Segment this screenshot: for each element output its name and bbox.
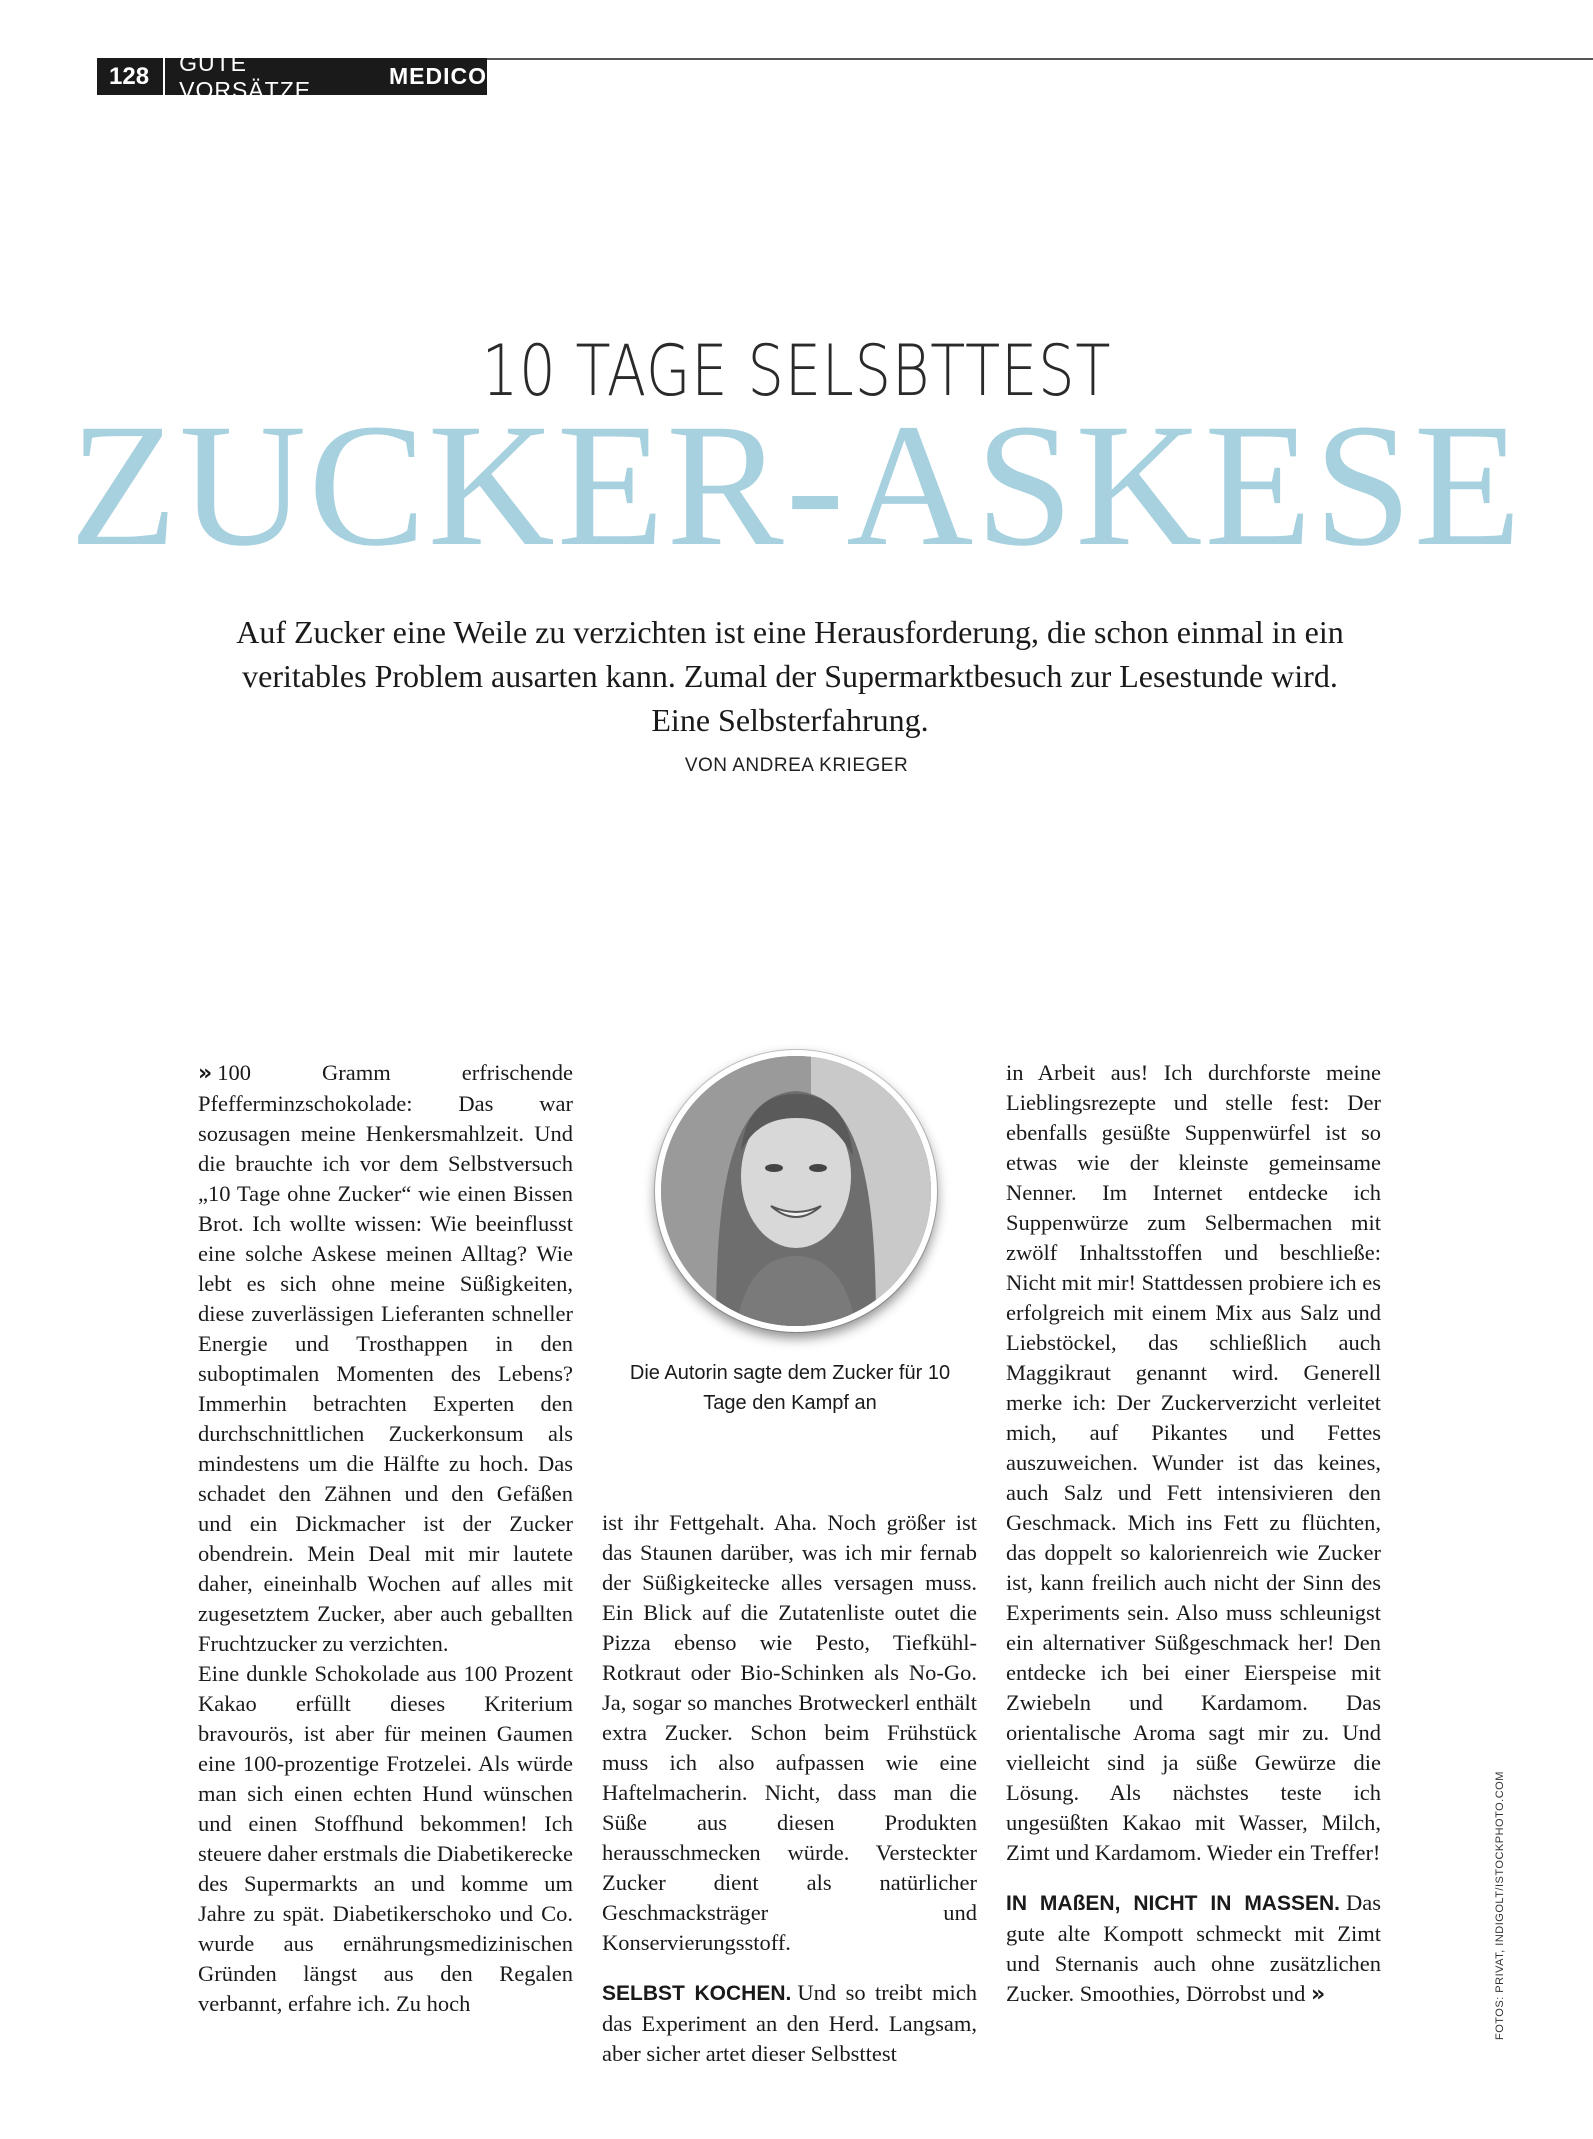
paragraph: in Arbeit aus! Ich durchforste meine Lieblingsrezepte und stelle fest: Der ebenfalls gesüßte Suppenwürfel ist so etwas wie der kleinste gemeinsame Nenner. Im Internet entdecke ich Suppenwürze zum Selbermachen mit zwölf Inhaltsstoffen und beschließe: Nicht mit mir! Stattdessen probiere ich es erfolgreich mit einem Mix aus Salz und Liebstöckel, das schließlich auch Maggikraut genannt wird. Generell merke ich: Der Zuckerverzicht verleitet mich, auf Pikantes und Fettes auszuweichen. Wunder ist das keines, auch Salz und Fett intensivieren den Geschmack. Mich ins Fett zu flüchten, das doppelt so kalorienreich wie Zucker ist, kann freilich auch nicht der Sinn des Experiments sein. Also muss schleunigst ein alternativer Süßgeschmack her! Den entdecke ich bei einer Eierspeise mit Zwiebeln und Kardamom. Das orientalische Aroma sagt mir zu. Und vielleicht sind ja süße Gewürze die Lösung. Als nächstes teste ich ungesüßten Kakao mit Wasser, Milch, Zimt und Kardamom. Wieder ein Treffer! — [1006, 1060, 1381, 1865]
author-photo-illustration — [661, 1056, 931, 1326]
section-tag — [97, 49, 487, 103]
article-lead: Auf Zucker eine Weile zu verzichten ist eine Herausforderung, die schon einmal in ein veritables Problem ausarten kann. Zumal der Supermarktbesuch zur Lesestunde wird. Eine Selbsterfahrung. — [236, 614, 1344, 738]
section-name: GUTE VORSÄTZE — [179, 49, 312, 103]
photo-credit: FOTOS: PRIVAT, INDIGOLT/ISTOCKPHOTO.COM — [1494, 1771, 1506, 2040]
paragraph — [198, 1058, 573, 1659]
paragraph — [602, 1978, 977, 2069]
continue-arrow-icon: » — [1310, 1982, 1323, 2007]
paragraph-text: Das gute alte Kompott schmeckt mit Zimt und Sternanis auch ohne zusätzlichen Zucker. Smoothies, Dörrobst und — [1006, 1890, 1381, 2006]
author-portrait — [655, 1050, 937, 1332]
article-kicker: 10 TAGE SELSBTTEST — [481, 330, 1112, 412]
paragraph: ist ihr Fettgehalt. Aha. Noch größer ist das Staunen darüber, was ich mir fernab der Süßigkeitecke alles versagen muss. Ein Blick auf die Zutatenliste outet die Pizza ebenso wie Pesto, Tiefkühl-Rotkraut oder Bio-Schinken als No-Go. Ja, sogar so manches Brotweckerl enthält extra Zucker. Schon beim Frühstück muss ich also aufpassen wie eine Haftelmacherin. Nicht, dass man die Süße aus diesen Produkten herausschmecken würde. Versteckter Zucker dient als natürlicher Geschmacksträger und Konservierungsstoff. — [602, 1510, 977, 1955]
subheading: IN MAßEN, NICHT IN MASSEN. — [1006, 1892, 1340, 1915]
body-column-2 — [602, 1508, 977, 2069]
body-column-1 — [198, 1058, 573, 2019]
start-quote-icon: » — [198, 1061, 210, 1086]
paragraph-text: 100 Gramm erfrischende Pfefferminzschokolade: Das war sozusagen meine Henkersmahlzeit. Und die brauchte ich vor dem Selbstversuch „10 Tage ohne Zucker“ wie einen Bissen Brot. Ich wollte wissen: Wie beeinflusst eine solche Askese meinen Alltag? Wie lebt es sich ohne meine Süßigkeiten, diese zuverlässigen Lieferanten schneller Energie und Trosthappen in den suboptimalen Momenten des Lebens? Immerhin betrachten Experten den durchschnittlichen Zuckerkonsum als mindestens um die Hälfte zu hoch. Das schadet den Zähnen und den Gefäßen und ein Dickmacher ist der Zucker obendrein. Mein Deal mit mir lautete daher, eineinhalb Wochen auf alles mit zugesetztem Zucker, aber auch geballten Fruchtzucker zu verzichten. — [198, 1060, 573, 1656]
subheading: SELBST KOCHEN. — [602, 1982, 792, 2005]
photo-caption: Die Autorin sagte dem Zucker für 10 Tage den Kampf an — [629, 1362, 951, 1414]
article-byline: VON ANDREA KRIEGER — [684, 755, 909, 776]
article-headline: ZUCKER-ASKESE — [69, 388, 1524, 583]
paragraph-text: Und so treibt mich das Experiment an den Herd. Langsam, aber sicher artet dieser Selbsttest — [602, 1980, 977, 2066]
paragraph — [1006, 1888, 1381, 2010]
page-number: 128 — [109, 62, 150, 90]
body-column-3 — [1006, 1058, 1381, 2010]
paragraph: Eine dunkle Schokolade aus 100 Prozent Kakao erfüllt dieses Kriterium bravourös, ist aber für meinen Gaumen eine 100-prozentige Frotzelei. Als würde man sich einen echten Hund wünschen und einen Stoffhund bekommen! Ich steuere daher erstmals die Diabetikerecke des Supermarkts an und komme um Jahre zu spät. Diabetikerschoko und Co. wurde aus ernährungsmedizinischen Gründen längst aus den Regalen verbannt, erfahre ich. Zu hoch — [198, 1661, 573, 2016]
magazine-name: MEDICO — [389, 63, 487, 89]
